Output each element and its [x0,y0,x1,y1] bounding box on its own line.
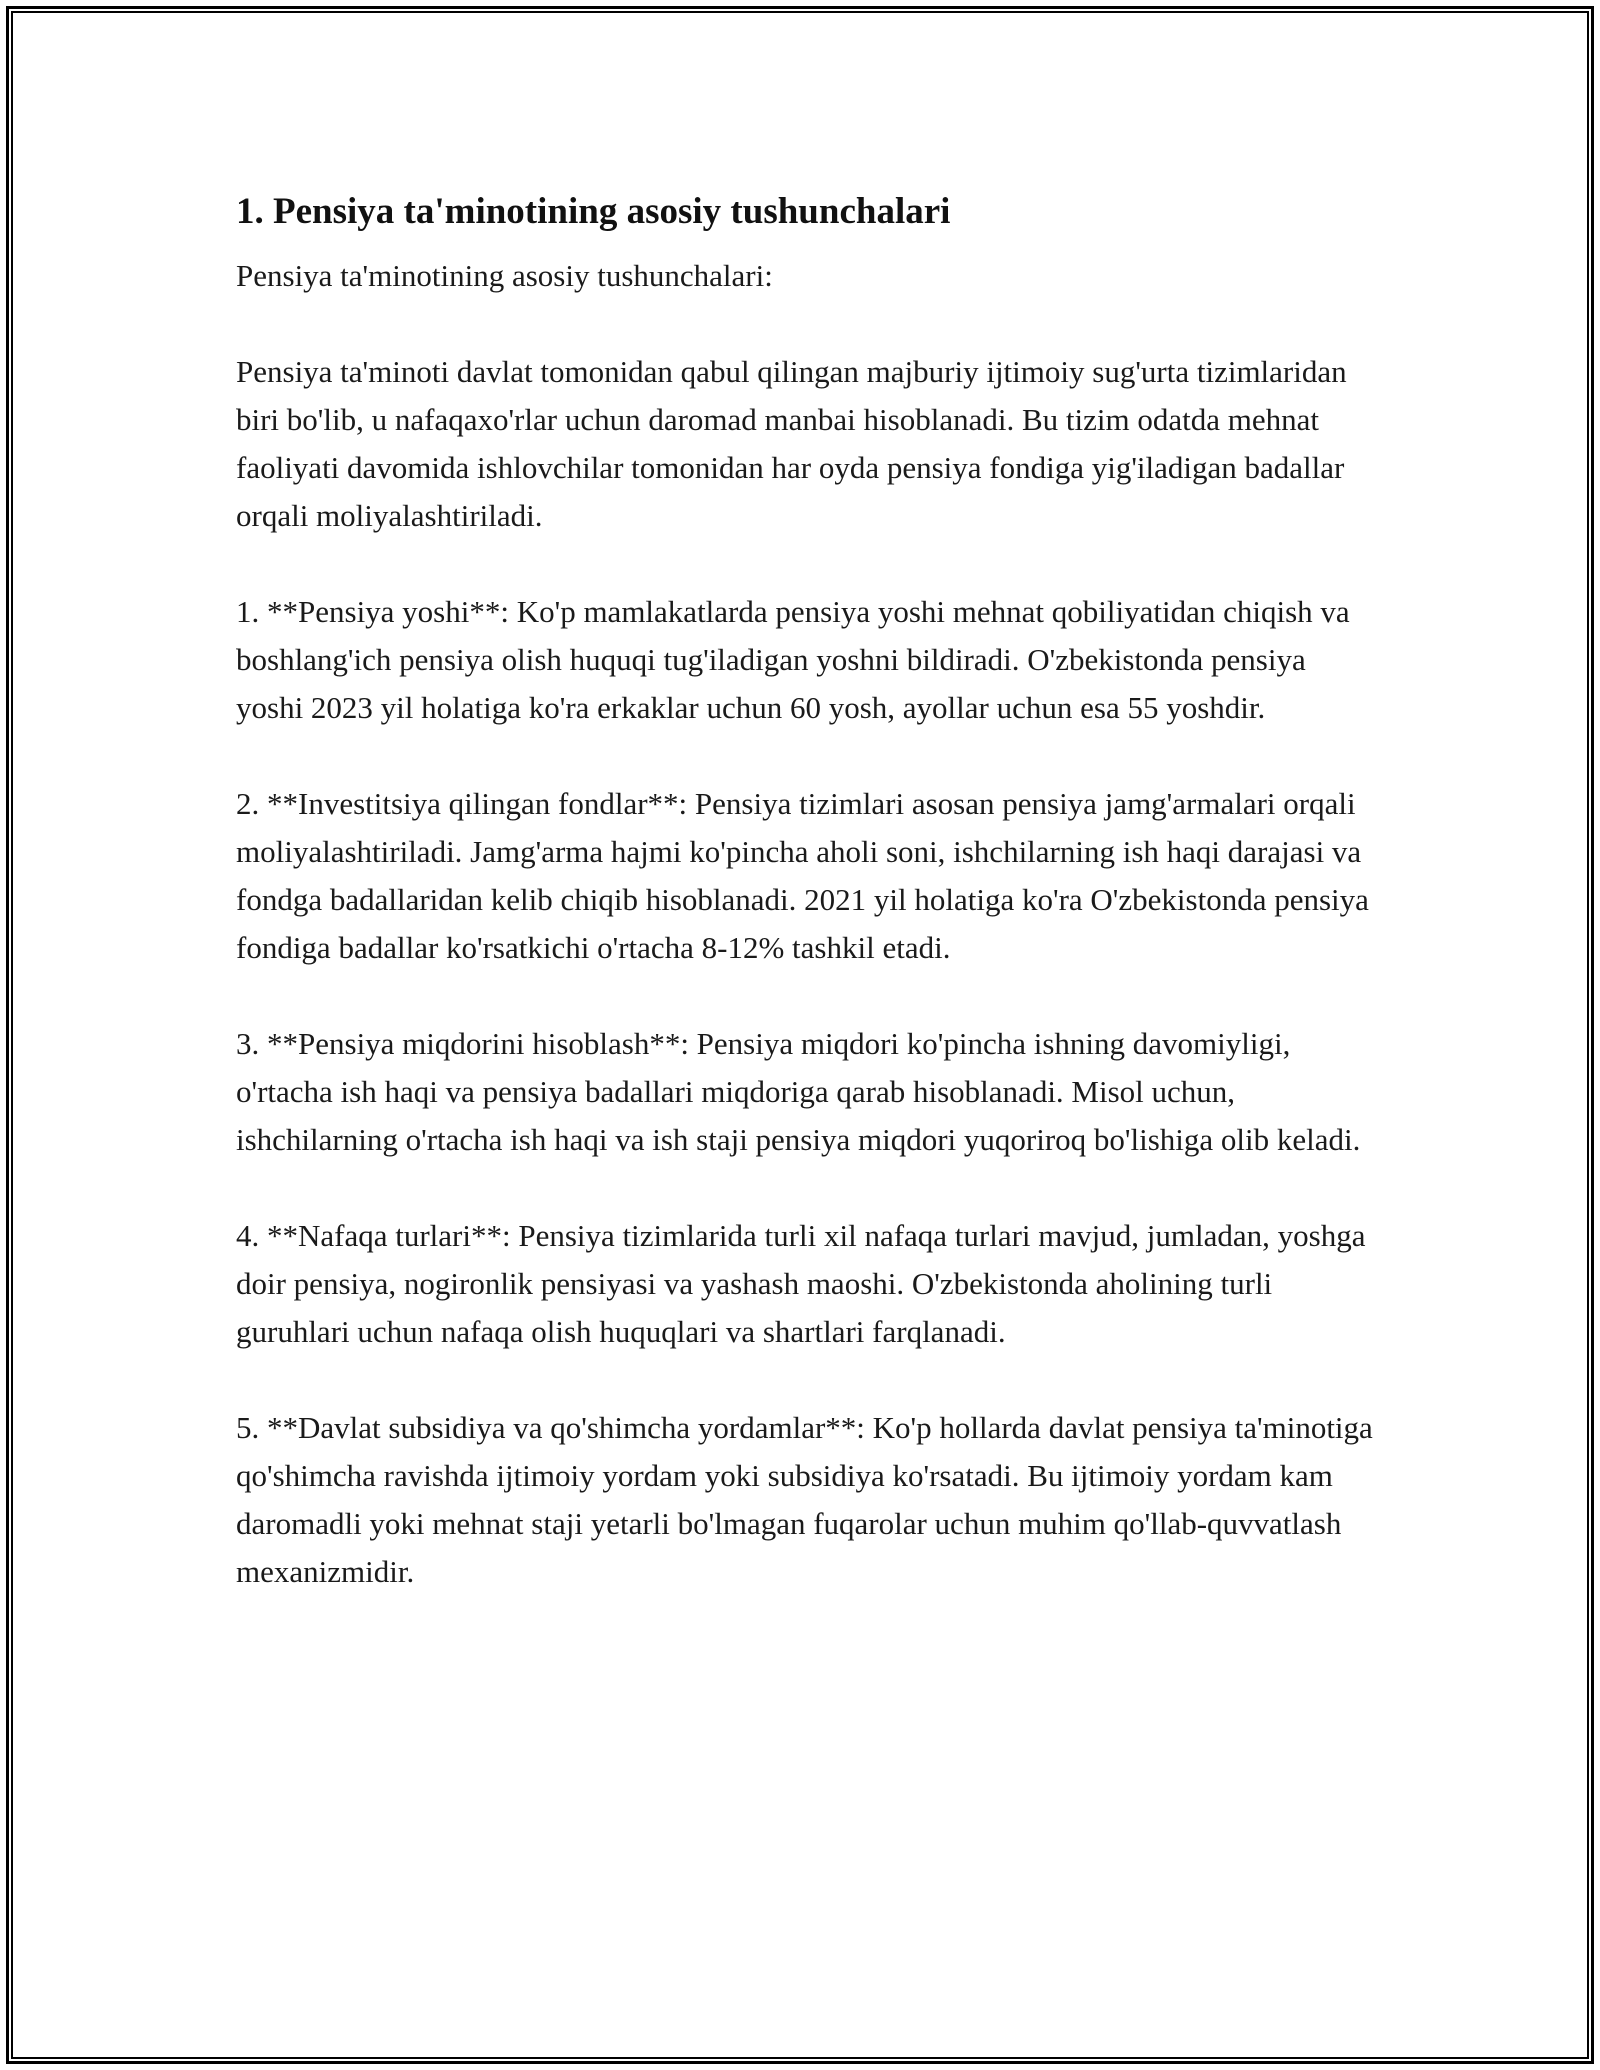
intro-paragraph: Pensiya ta'minoti davlat tomonidan qabul qilingan majburiy ijtimoiy sug'urta tizimlaridan biri bo'lib, u nafaqaxo'rlar uchun daromad manbai hisoblanadi. Bu tizim odatda mehnat faoliyati davomida ishlovchilar tomonidan har oyda pensiya fondiga yig'iladigan badallar orqali moliyalashtiriladi. [236,354,1347,533]
document-subtitle: Pensiya ta'minotining asosiy tushunchalari: [236,258,773,293]
list-item-state-subsidies: 5. **Davlat subsidiya va qo'shimcha yordamlar**: Ko'p hollarda davlat pensiya ta'minotiga qo'shimcha ravishda ijtimoiy yordam yoki subsidiya ko'rsatadi. Bu ijtimoiy yordam kam daromadli yoki mehnat staji yetarli bo'lmagan fuqarolar uchun muhim qo'llab-quvvatlash mexanizmidir. [236,1410,1373,1589]
list-item-pension-age: 1. **Pensiya yoshi**: Ko'p mamlakatlarda pensiya yoshi mehnat qobiliyatidan chiqish va boshlang'ich pensiya olish huquqi tug'iladigan yoshni bildiradi. O'zbekistonda pensiya yoshi 2023 yil holatiga ko'ra erkaklar uchun 60 yosh, ayollar uchun esa 55 yoshdir. [236,594,1350,725]
list-item-invested-funds: 2. **Investitsiya qilingan fondlar**: Pensiya tizimlari asosan pensiya jamg'armalari orqali moliyalashtiriladi. Jamg'arma hajmi ko'pincha aholi soni, ishchilarning ish haqi darajasi va fondga badallaridan kelib chiqib hisoblanadi. 2021 yil holatiga ko'ra O'zbekistonda pensiya fondiga badallar ko'rsatkichi o'rtacha 8-12% tashkil etadi. [236,786,1369,965]
document-body [236,188,1376,1644]
document-title: 1. Pensiya ta'minotining asosiy tushunchalari [236,191,951,232]
list-item-pension-calculation: 3. **Pensiya miqdorini hisoblash**: Pensiya miqdori ko'pincha ishning davomiyligi, o'rtacha ish haqi va pensiya badallari miqdoriga qarab hisoblanadi. Misol uchun, ishchilarning o'rtacha ish haqi va ish staji pensiya miqdori yuqoriroq bo'lishiga olib keladi. [236,1026,1361,1157]
list-item-benefit-types: 4. **Nafaqa turlari**: Pensiya tizimlarida turli xil nafaqa turlari mavjud, jumladan, yoshga doir pensiya, nogironlik pensiyasi va yashash maoshi. O'zbekistonda aholining turli guruhlari uchun nafaqa olish huquqlari va shartlari farqlanadi. [236,1218,1366,1349]
